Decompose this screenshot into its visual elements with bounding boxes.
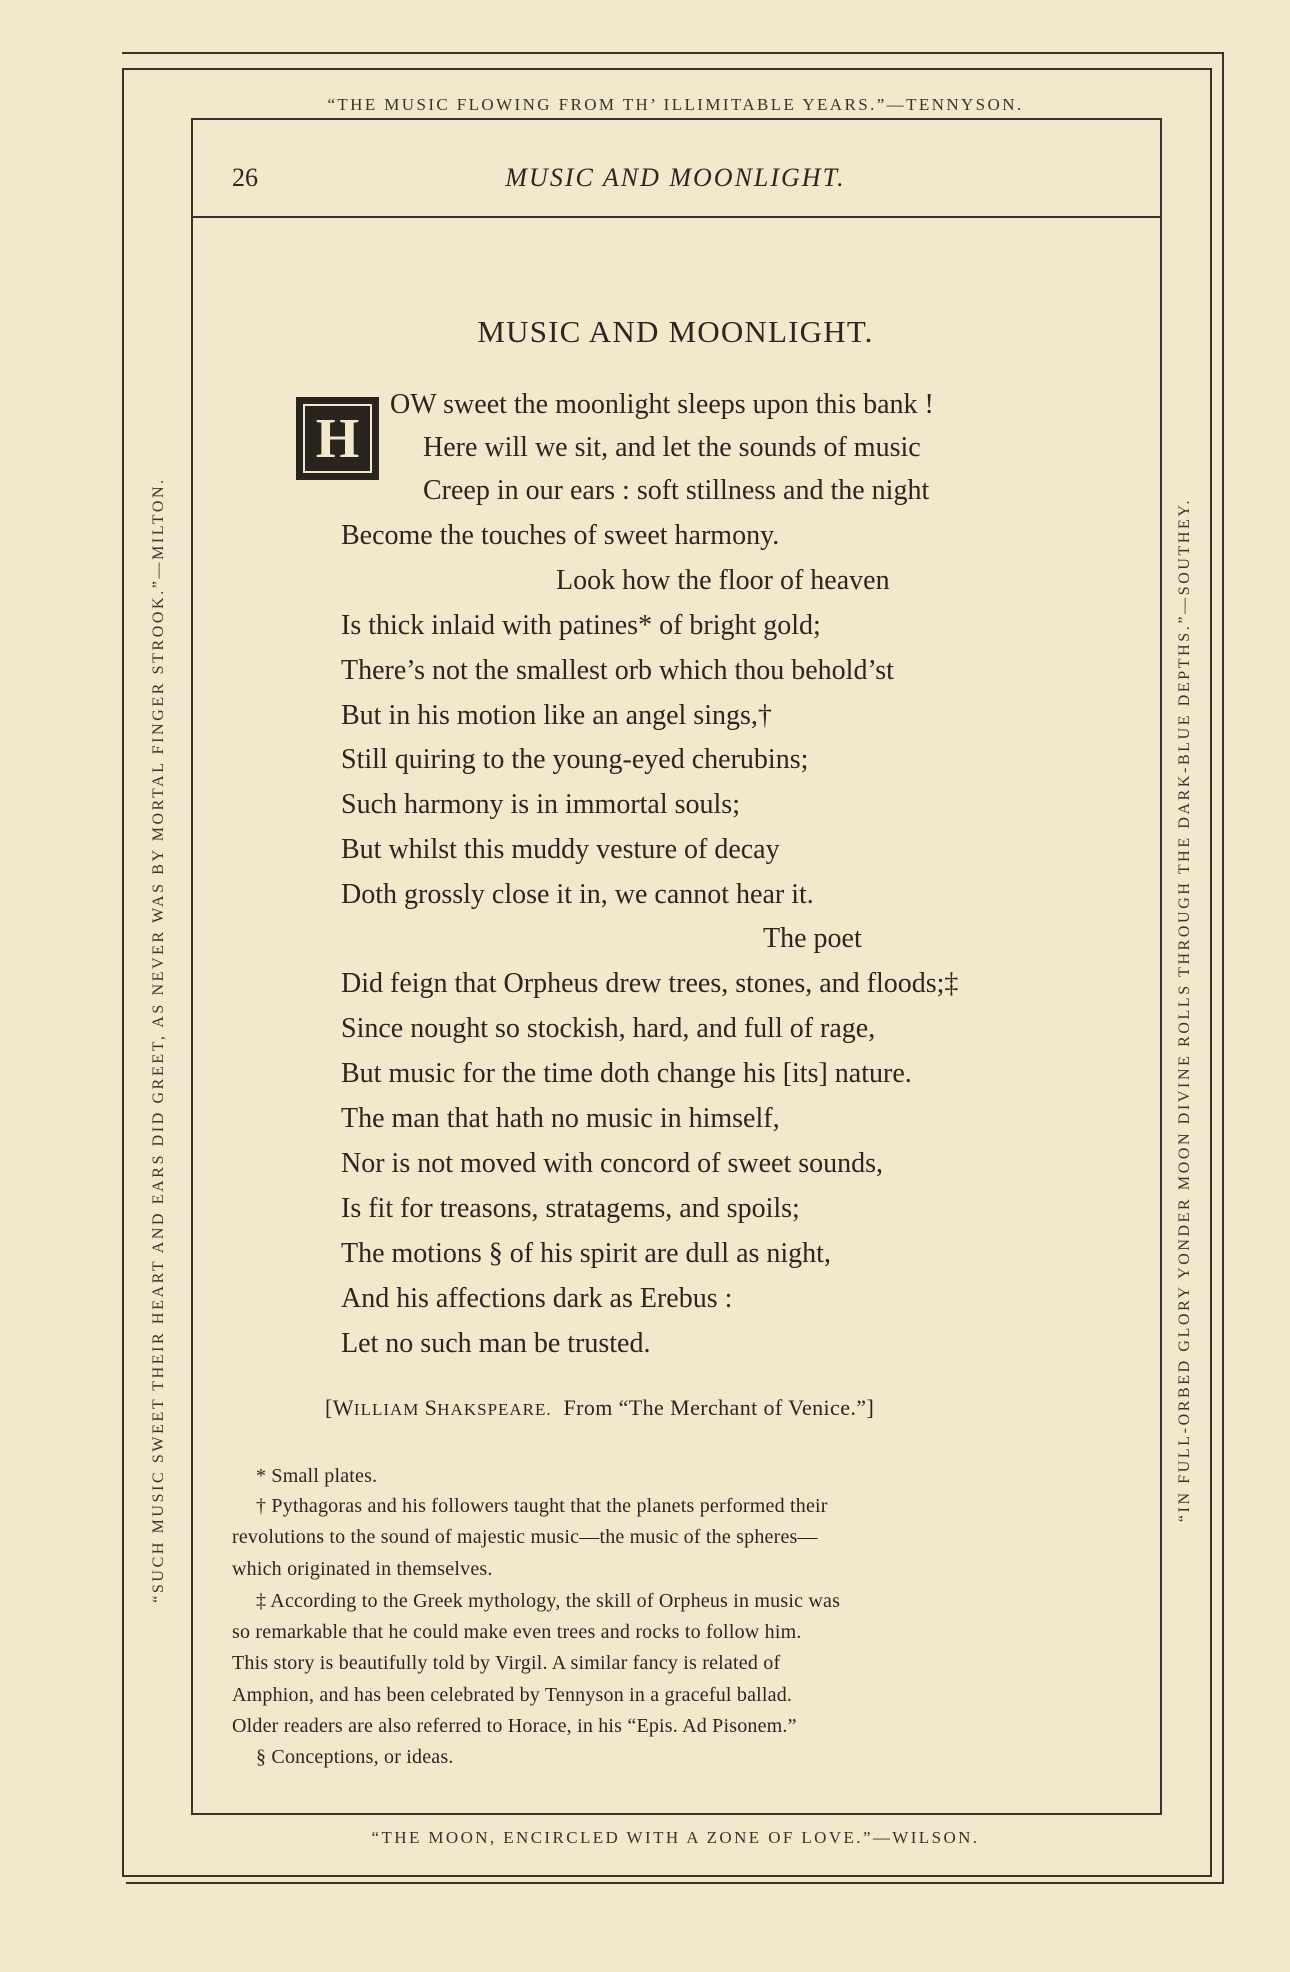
footnote-line: which originated in themselves. (232, 1558, 493, 1580)
footnote-line: * Small plates. (256, 1465, 378, 1487)
poem-line: Such harmony is in immortal souls; (341, 789, 740, 820)
poem-line: Is thick inlaid with patines* of bright gold; (341, 610, 821, 641)
page-number: 26 (232, 163, 258, 192)
footnote-line: ‡ According to the Greek mythology, the skill of Orpheus in music was (256, 1590, 841, 1612)
poem-line: Is fit for treasons, stratagems, and spoils; (341, 1193, 800, 1224)
poem-line: Nor is not moved with concord of sweet sounds, (341, 1148, 884, 1179)
footnote-line: † Pythagoras and his followers taught that the planets performed their (256, 1495, 828, 1517)
poem-line: Here will we sit, and let the sounds of music (423, 432, 921, 463)
footnote-line: Amphion, and has been celebrated by Tennyson in a graceful ballad. (232, 1684, 793, 1706)
running-title: MUSIC AND MOONLIGHT. (505, 163, 846, 192)
poem-line: But whilst this muddy vesture of decay (341, 834, 780, 865)
footnote-line: so remarkable that he could make even trees and rocks to follow him. (232, 1621, 802, 1643)
header-rule (191, 216, 1160, 218)
drop-cap-ornament (296, 397, 379, 480)
left-border-quote: “SUCH MUSIC SWEET THEIR HEART AND EARS DID GREET, AS NEVER WAS BY MORTAL FINGER STROOK.”—MILTON. (150, 477, 167, 1603)
attribution-surname-initial: S (424, 1395, 438, 1420)
drop-cap-letter: H (303, 404, 372, 473)
outer-border-bottom-rule (126, 1882, 1224, 1884)
poem-line: Still quiring to the young-eyed cherubins; (341, 744, 809, 775)
poem-line: The man that hath no music in himself, (341, 1103, 780, 1134)
poem-line: But in his motion like an angel sings,† (341, 700, 772, 731)
outer-border-right-rule (1222, 52, 1224, 1882)
footnote-line: revolutions to the sound of majestic music—the music of the spheres— (232, 1526, 818, 1548)
bottom-border-quote: “THE MOON, ENCIRCLED WITH A ZONE OF LOVE.”—WILSON. (371, 1828, 980, 1847)
poem-line: Look how the floor of heaven (556, 565, 890, 596)
attribution-open: [W (325, 1395, 354, 1420)
poem-line: Since nought so stockish, hard, and full of rage, (341, 1013, 876, 1044)
poem-line: Let no such man be trusted. (341, 1328, 651, 1359)
poem-line: There’s not the smallest orb which thou behold’st (341, 655, 894, 686)
attribution-author-forename: ILLIAM (353, 1400, 425, 1419)
poem-attribution (325, 1395, 874, 1421)
poem-line: The motions § of his spirit are dull as night, (341, 1238, 831, 1269)
poem-line: Did feign that Orpheus drew trees, stones, and floods;‡ (341, 968, 959, 999)
poem-title: MUSIC AND MOONLIGHT. (477, 314, 874, 349)
attribution-surname: HAKSPEARE. (437, 1400, 552, 1419)
poem-line: But music for the time doth change his [its] nature. (341, 1058, 912, 1089)
footnote-line: Older readers are also referred to Horace, in his “Epis. Ad Pisonem.” (232, 1715, 797, 1737)
footnote-line: This story is beautifully told by Virgil. A similar fancy is related of (232, 1652, 781, 1674)
poem-line: OW sweet the moonlight sleeps upon this bank ! (390, 389, 934, 420)
poem-line: The poet (763, 923, 862, 954)
attribution-source: From “The Merchant of Venice.”] (563, 1395, 875, 1420)
outer-border-top-rule (122, 52, 1222, 54)
poem-line: And his affections dark as Erebus : (341, 1283, 733, 1314)
poem-line: Doth grossly close it in, we cannot hear it. (341, 879, 814, 910)
footnote-line: § Conceptions, or ideas. (256, 1746, 454, 1768)
top-border-quote: “THE MUSIC FLOWING FROM TH’ ILLIMITABLE YEARS.”—TENNYSON. (327, 95, 1024, 114)
poem-line: Become the touches of sweet harmony. (341, 520, 780, 551)
right-border-quote: “IN FULL-ORBED GLORY YONDER MOON DIVINE ROLLS THROUGH THE DARK-BLUE DEPTHS.”—SOUTHEY. (1176, 497, 1193, 1523)
poem-line: Creep in our ears : soft stillness and the night (423, 475, 930, 506)
